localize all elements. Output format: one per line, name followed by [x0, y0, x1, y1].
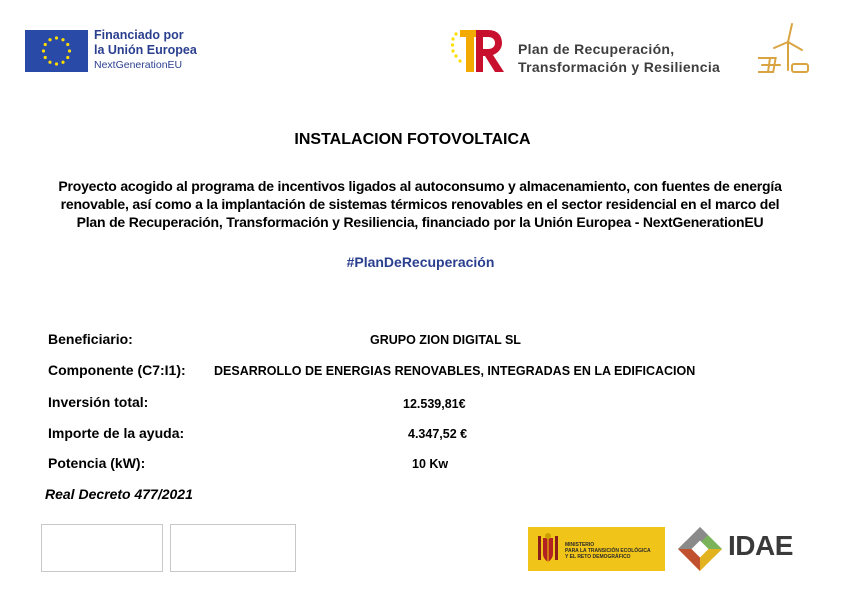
eu-star	[68, 49, 71, 52]
eu-star	[61, 61, 64, 64]
eu-line3: NextGenerationEU	[94, 59, 183, 71]
eu-star	[66, 43, 69, 46]
eu-star	[66, 56, 69, 59]
eu-flag-logo	[25, 30, 88, 72]
potencia-value: 10 Kw	[412, 457, 449, 471]
eu-star	[44, 56, 47, 59]
ministry-line3: Y EL RETO DEMOGRÁFICO	[565, 554, 631, 560]
plan-line1: Plan de Recuperación,	[518, 41, 675, 57]
plan-line2: Transformación y Resiliencia	[518, 59, 721, 75]
importe-label: Importe de la ayuda:	[48, 425, 185, 441]
wind-solar-icon	[758, 22, 812, 78]
description-line: renovable, así como a la implantación de sistemas térmicos renovables en el sector residencial en el marco del	[60, 196, 780, 212]
ministry-line1: MINISTERIO	[565, 542, 595, 548]
eu-star	[61, 38, 64, 41]
project-description	[40, 177, 800, 231]
idae-logo-icon	[676, 525, 724, 573]
coat-of-arms-icon	[536, 532, 560, 566]
logo-placeholder-box	[41, 524, 163, 572]
ministry-text	[565, 542, 651, 560]
eu-funding-text	[94, 28, 197, 73]
eu-line2: la Unión Europea	[94, 43, 197, 57]
description-line: Plan de Recuperación, Transformación y Resiliencia, financiado por la Unión Europea - NextGenerationEU	[76, 214, 764, 230]
idae-logo-text: IDAE	[728, 530, 793, 561]
inversion-label: Inversión total:	[48, 394, 149, 410]
beneficiario-value: GRUPO ZION DIGITAL SL	[370, 333, 521, 347]
eu-line1: Financiado por	[94, 28, 184, 42]
description-line: Proyecto acogido al programa de incentivos ligados al autoconsumo y almacenamiento, con fuentes de energía	[58, 178, 782, 194]
inversion-value: 12.539,81€	[403, 397, 466, 411]
eu-star	[55, 36, 58, 39]
importe-value: 4.347,52 €	[408, 427, 468, 441]
eu-star	[55, 62, 58, 65]
eu-star	[44, 43, 47, 46]
plan-recuperacion-text	[518, 40, 720, 76]
logo-placeholder-box	[170, 524, 296, 572]
eu-star	[42, 49, 45, 52]
potencia-label: Potencia (kW):	[48, 455, 146, 471]
eu-star	[48, 38, 51, 41]
componente-label: Componente (C7:I1):	[48, 362, 186, 378]
ministry-line2: PARA LA TRANSICIÓN ECOLÓGICA	[565, 548, 651, 554]
hashtag: #PlanDeRecuperación	[346, 254, 495, 270]
page-title: INSTALACION FOTOVOLTAICA	[294, 131, 531, 148]
eu-star	[48, 61, 51, 64]
componente-value: DESARROLLO DE ENERGIAS RENOVABLES, INTEGRADAS EN LA EDIFICACION	[214, 364, 696, 378]
plan-recuperacion-logo	[450, 28, 506, 76]
royal-decree: Real Decreto 477/2021	[45, 486, 193, 502]
beneficiario-label: Beneficiario:	[48, 331, 133, 347]
